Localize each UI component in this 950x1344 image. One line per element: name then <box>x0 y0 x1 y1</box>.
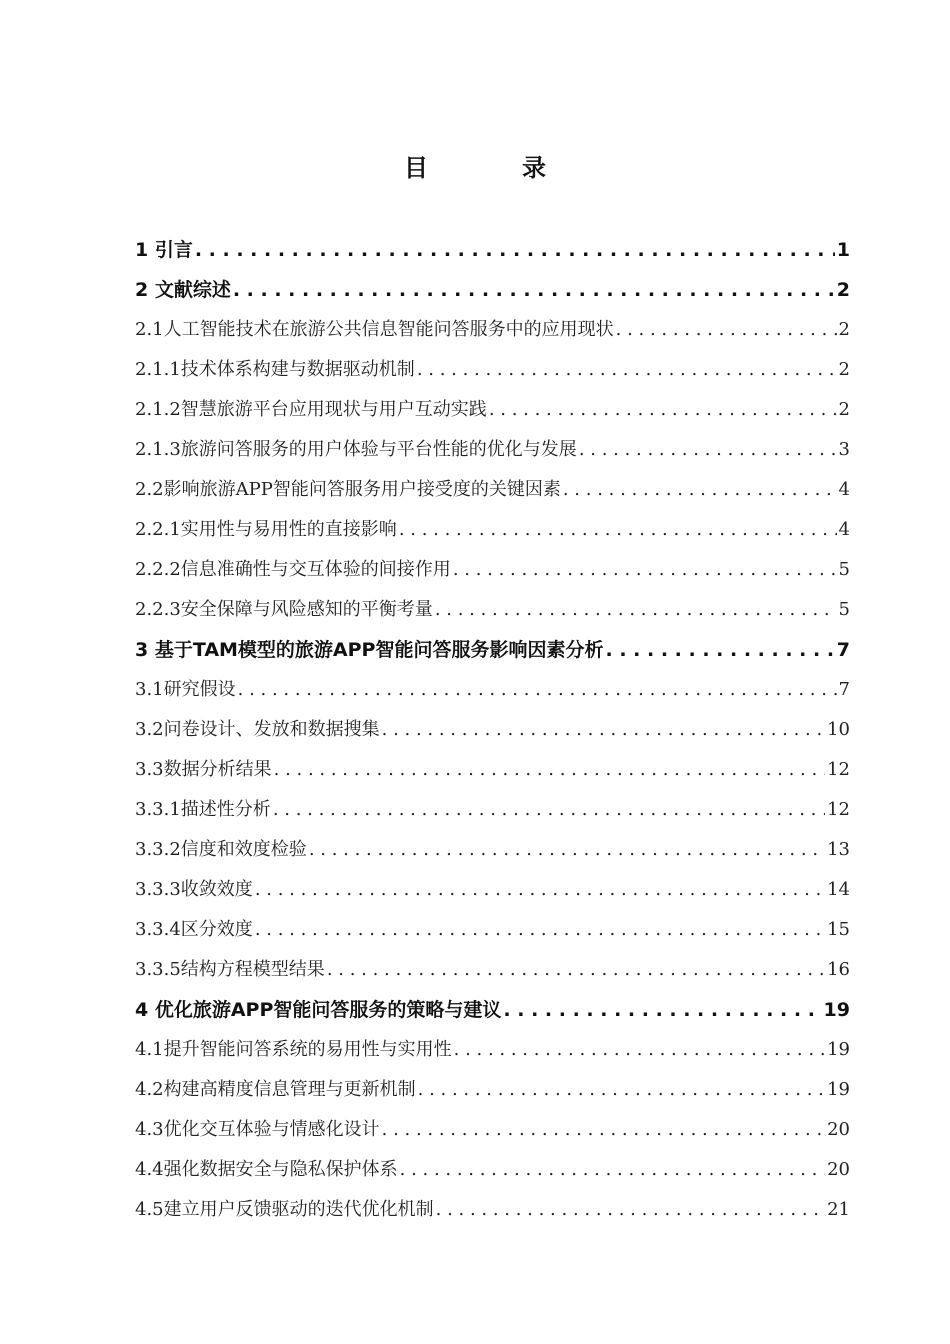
toc-entry[interactable] <box>135 510 850 550</box>
toc-entry-label: 3.3.2信度和效度检验 <box>135 839 307 860</box>
toc-entry-page-number: 2 <box>838 319 850 340</box>
toc-entry-label: 2.1人工智能技术在旅游公共信息智能问答服务中的应用现状 <box>135 319 614 340</box>
toc-entry-page-number: 20 <box>827 1159 850 1180</box>
toc-entry[interactable] <box>135 990 850 1030</box>
toc-entry-page-number: 2 <box>838 359 850 380</box>
toc-entry-label: 4.3优化交互体验与情感化设计 <box>135 1119 380 1140</box>
toc-entry-page-number: 5 <box>838 559 850 580</box>
toc-entry-label: 4.1提升智能问答系统的易用性与实用性 <box>135 1039 452 1060</box>
toc-entry-page-number: 7 <box>838 679 850 700</box>
toc-entry-label: 3.3.4区分效度 <box>135 919 253 940</box>
toc-entry[interactable] <box>135 670 850 710</box>
toc-entry[interactable] <box>135 950 850 990</box>
toc-entry-page-number: 2 <box>838 399 850 420</box>
toc-dot-leader <box>255 910 825 950</box>
toc-dot-leader <box>255 870 825 910</box>
toc-entry-label: 3.1研究假设 <box>135 679 236 700</box>
toc-entry-label: 2.2.1实用性与易用性的直接影响 <box>135 519 397 540</box>
toc-dot-leader <box>399 510 837 550</box>
toc-dot-leader <box>606 630 835 670</box>
toc-dot-leader <box>195 230 835 270</box>
toc-dot-leader <box>454 1030 825 1070</box>
toc-entry[interactable] <box>135 590 850 630</box>
toc-entry-label: 2.1.2智慧旅游平台应用现状与用户互动实践 <box>135 399 487 420</box>
toc-entry-page-number: 13 <box>827 839 850 860</box>
toc-dot-leader <box>579 430 837 470</box>
toc-entry[interactable] <box>135 830 850 870</box>
toc-entry-label: 2.2.2信息准确性与交互体验的间接作用 <box>135 559 451 580</box>
toc-entry-label: 2 文献综述 <box>135 279 231 301</box>
toc-entry[interactable] <box>135 1030 850 1070</box>
toc-entry-page-number: 5 <box>838 599 850 620</box>
toc-entry[interactable] <box>135 310 850 350</box>
toc-title <box>0 150 950 186</box>
toc-entry-label: 3.3.3收敛效度 <box>135 879 253 900</box>
toc-dot-leader <box>238 670 837 710</box>
toc-dot-leader <box>436 1190 825 1230</box>
toc-entry-page-number: 19 <box>827 1079 850 1100</box>
toc-dot-leader <box>233 270 835 310</box>
toc-entry-label: 2.1.3旅游问答服务的用户体验与平台性能的优化与发展 <box>135 439 577 460</box>
toc-title-char-1: 目 <box>404 154 428 182</box>
toc-entry[interactable] <box>135 710 850 750</box>
toc-entry-label: 3.2问卷设计、发放和数据搜集 <box>135 719 380 740</box>
toc-entry-label: 2.2影响旅游APP智能问答服务用户接受度的关键因素 <box>135 479 561 500</box>
toc-dot-leader <box>417 350 837 390</box>
toc-entry-page-number: 3 <box>838 439 850 460</box>
toc-entry[interactable] <box>135 1150 850 1190</box>
toc-entry[interactable] <box>135 230 850 270</box>
toc-entry-page-number: 19 <box>823 999 850 1021</box>
toc-entry[interactable] <box>135 870 850 910</box>
toc-dot-leader <box>309 830 825 870</box>
toc-entry-label: 3 基于TAM模型的旅游APP智能问答服务影响因素分析 <box>135 639 604 661</box>
toc-dot-leader <box>382 1110 825 1150</box>
toc-entry-page-number: 12 <box>827 759 850 780</box>
toc-entry-label: 3.3数据分析结果 <box>135 759 272 780</box>
toc-dot-leader <box>400 1150 825 1190</box>
toc-entry-page-number: 14 <box>827 879 850 900</box>
toc-entry-page-number: 19 <box>827 1039 850 1060</box>
toc-entry-page-number: 4 <box>838 479 850 500</box>
toc-entry-label: 2.1.1技术体系构建与数据驱动机制 <box>135 359 415 380</box>
toc-entry[interactable] <box>135 1070 850 1110</box>
toc-dot-leader <box>453 550 837 590</box>
toc-entry-page-number: 21 <box>827 1199 850 1220</box>
toc-entry[interactable] <box>135 630 850 670</box>
toc-entry-page-number: 16 <box>827 959 850 980</box>
toc-entry-label: 4.4强化数据安全与隐私保护体系 <box>135 1159 398 1180</box>
toc-entry[interactable] <box>135 470 850 510</box>
toc-dot-leader <box>327 950 825 990</box>
toc-dot-leader <box>503 990 821 1030</box>
toc-entry-page-number: 20 <box>827 1119 850 1140</box>
toc-entry-label: 3.3.5结构方程模型结果 <box>135 959 325 980</box>
toc-dot-leader <box>273 790 825 830</box>
toc-dot-leader <box>382 710 825 750</box>
toc-entry[interactable] <box>135 750 850 790</box>
toc-entry-page-number: 4 <box>838 519 850 540</box>
toc-dot-leader <box>616 310 837 350</box>
toc-entry-page-number: 15 <box>827 919 850 940</box>
toc-entry-label: 2.2.3安全保障与风险感知的平衡考量 <box>135 599 433 620</box>
toc-entry-label: 4.5建立用户反馈驱动的迭代优化机制 <box>135 1199 434 1220</box>
toc-entry-page-number: 1 <box>836 239 850 261</box>
toc-entry[interactable] <box>135 1190 850 1230</box>
toc-entry[interactable] <box>135 1110 850 1150</box>
toc-entry-label: 3.3.1描述性分析 <box>135 799 271 820</box>
toc-entry-page-number: 10 <box>827 719 850 740</box>
toc-dot-leader <box>435 590 837 630</box>
toc-entry-page-number: 12 <box>827 799 850 820</box>
toc-entry[interactable] <box>135 910 850 950</box>
toc-entry[interactable] <box>135 550 850 590</box>
toc-entry-label: 4.2构建高精度信息管理与更新机制 <box>135 1079 416 1100</box>
toc-entry-page-number: 2 <box>836 279 850 301</box>
toc-title-char-2: 录 <box>522 154 546 182</box>
toc-dot-leader <box>274 750 825 790</box>
toc-entry[interactable] <box>135 350 850 390</box>
toc-entry-label: 1 引言 <box>135 239 193 261</box>
toc-entry-page-number: 7 <box>836 639 850 661</box>
toc-entry-label: 4 优化旅游APP智能问答服务的策略与建议 <box>135 999 502 1021</box>
toc-list <box>135 230 850 1230</box>
toc-dot-leader <box>489 390 837 430</box>
toc-entry[interactable] <box>135 390 850 430</box>
toc-dot-leader <box>563 470 837 510</box>
toc-entry[interactable] <box>135 270 850 310</box>
toc-dot-leader <box>418 1070 825 1110</box>
toc-entry[interactable] <box>135 790 850 830</box>
toc-entry[interactable] <box>135 430 850 470</box>
